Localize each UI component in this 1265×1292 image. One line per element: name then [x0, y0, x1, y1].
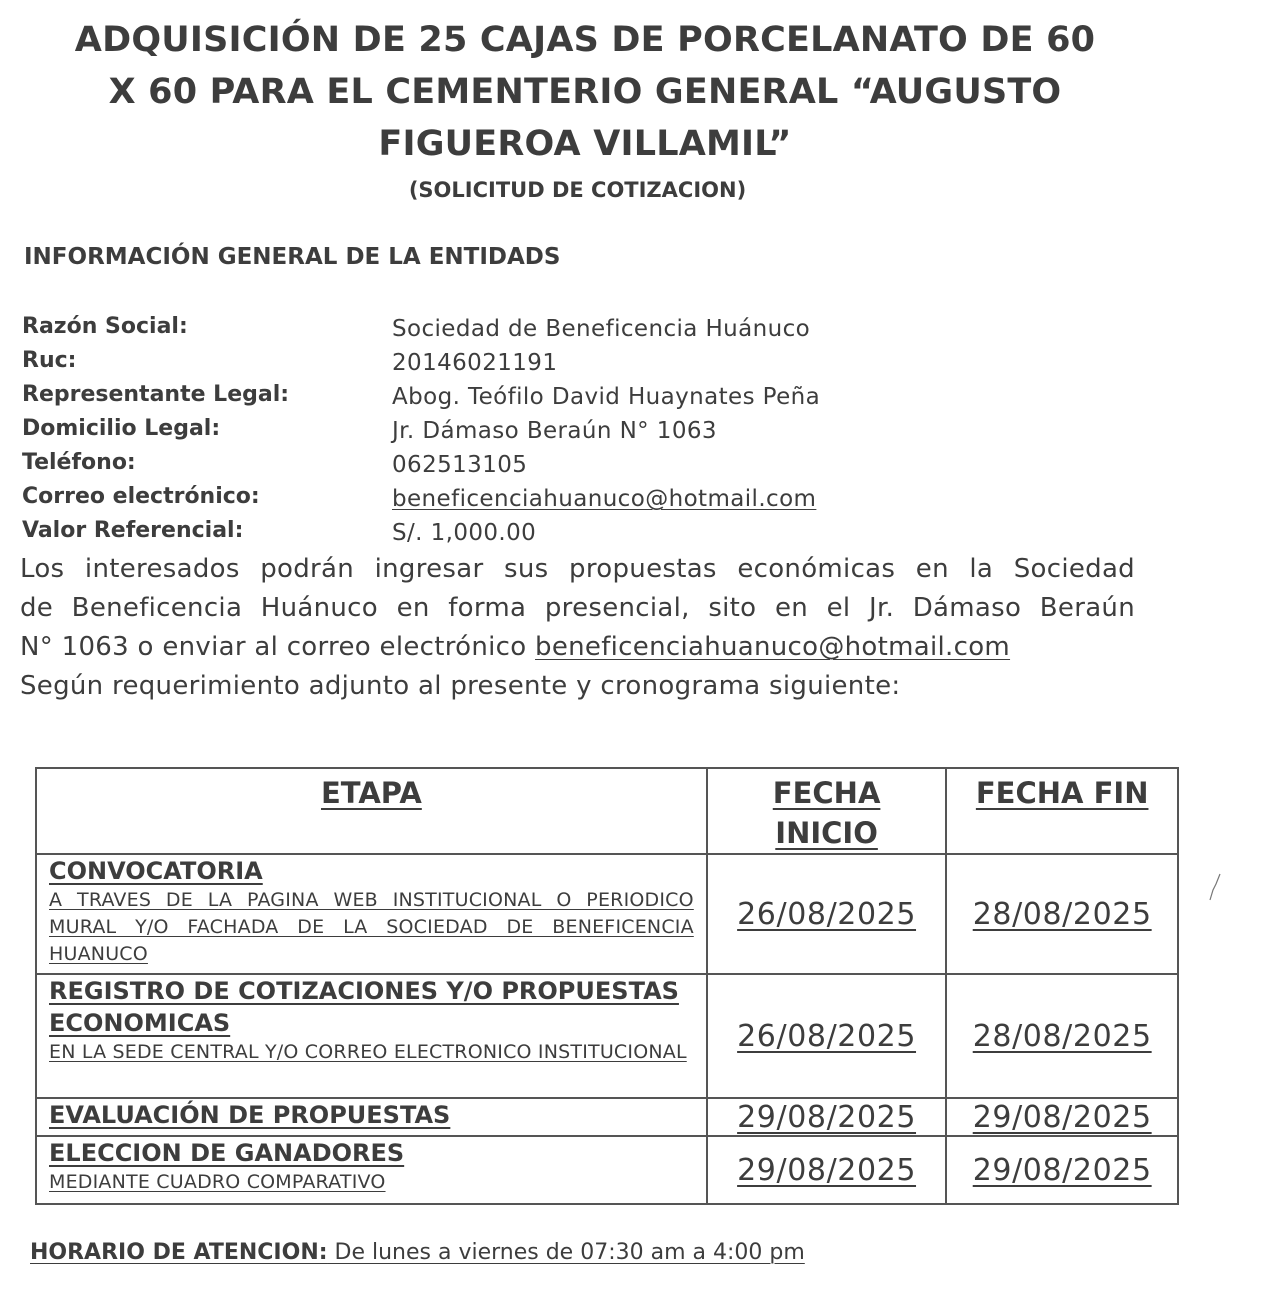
pen-mark-icon [1208, 872, 1222, 902]
end-date: 29/08/2025 [946, 1098, 1178, 1136]
info-value: Abog. Teófilo David Huaynates Peña [392, 384, 821, 410]
info-row-representante [22, 380, 820, 414]
info-row-correo [22, 482, 820, 516]
stage-description: A TRAVES DE LA PAGINA WEB INSTITUCIONAL O PERIODICO MURAL Y/O FACHADA DE LA SOCIEDAD DE BENEFICENCIA HUANUCO [49, 889, 694, 965]
info-label: Domicilio Legal: [22, 416, 221, 441]
stage-cell [36, 854, 707, 974]
instructions-paragraph [20, 550, 1135, 706]
info-row-valor-referencial [22, 516, 820, 550]
paragraph-text: N° 1063 o enviar al correo electrónico [20, 632, 536, 662]
paragraph-line: de Beneficencia Huánuco en forma presencial, sito en el Jr. Dámaso Beraún [20, 593, 1135, 623]
info-row-ruc [22, 346, 820, 380]
info-value: Sociedad de Beneficencia Huánuco [392, 316, 811, 342]
title-line-2: X 60 PARA EL CEMENTERIO GENERAL “AUGUSTO [108, 72, 1062, 112]
table-row [36, 854, 1178, 974]
info-label: Correo electrónico: [22, 484, 260, 509]
paragraph-line [20, 628, 1135, 667]
end-date: 28/08/2025 [946, 854, 1178, 974]
stage-name: ELECCION DE GANADORES [49, 1139, 405, 1167]
start-date: 26/08/2025 [707, 854, 947, 974]
start-date: 29/08/2025 [707, 1136, 947, 1204]
title-line-1: ADQUISICIÓN DE 25 CAJAS DE PORCELANATO DE 60 [74, 20, 1096, 60]
stage-name: EVALUACIÓN DE PROPUESTAS [49, 1101, 451, 1129]
header-etapa: ETAPA [36, 768, 707, 854]
stage-cell [36, 1098, 707, 1136]
office-hours [30, 1240, 809, 1265]
email-link[interactable]: beneficenciahuanuco@hotmail.com [392, 486, 817, 512]
stage-name: CONVOCATORIA [49, 857, 263, 885]
header-fecha-inicio: FECHA INICIO [707, 768, 947, 854]
info-label: Teléfono: [22, 450, 136, 475]
end-date: 28/08/2025 [946, 974, 1178, 1098]
table-row [36, 1098, 1178, 1136]
email-link[interactable]: beneficenciahuanuco@hotmail.com [535, 632, 1011, 662]
info-row-domicilio [22, 414, 820, 448]
stage-cell [36, 1136, 707, 1204]
start-date: 29/08/2025 [707, 1098, 947, 1136]
info-value: 062513105 [392, 452, 528, 478]
info-row-telefono [22, 448, 820, 482]
start-date: 26/08/2025 [707, 974, 947, 1098]
office-hours-label: HORARIO DE ATENCION: [30, 1240, 328, 1265]
paragraph-line: Según requerimiento adjunto al presente y cronograma siguiente: [20, 671, 901, 701]
info-value: Jr. Dámaso Beraún N° 1063 [392, 418, 717, 444]
entity-info [22, 312, 820, 550]
stage-cell [36, 974, 707, 1098]
table-header-row [36, 768, 1178, 854]
info-value: 20146021191 [392, 350, 558, 376]
end-date: 29/08/2025 [946, 1136, 1178, 1204]
document-subtitle: (SOLICITUD DE COTIZACION) [408, 178, 747, 202]
header-fecha-fin: FECHA FIN [946, 768, 1178, 854]
paragraph-line: Los interesados podrán ingresar sus propuestas económicas en la Sociedad [20, 554, 1135, 584]
section-title: INFORMACIÓN GENERAL DE LA ENTIDADS [24, 244, 561, 270]
table-row [36, 974, 1178, 1098]
info-label: Ruc: [22, 348, 77, 373]
title-line-3: FIGUEROA VILLAMIL” [378, 124, 792, 164]
table-row [36, 1136, 1178, 1204]
info-label: Razón Social: [22, 314, 188, 339]
info-label: Valor Referencial: [22, 518, 244, 543]
stage-description: EN LA SEDE CENTRAL Y/O CORREO ELECTRONICO INSTITUCIONAL [49, 1041, 687, 1063]
stage-description: MEDIANTE CUADRO COMPARATIVO [49, 1171, 386, 1193]
info-row-razon-social [22, 312, 820, 346]
info-label: Representante Legal: [22, 382, 290, 407]
document-title [30, 14, 1140, 170]
info-value: S/. 1,000.00 [392, 520, 537, 546]
stage-name: REGISTRO DE COTIZACIONES Y/O PROPUESTAS ECONOMICAS [49, 977, 679, 1037]
office-hours-value: De lunes a viernes de 07:30 am a 4:00 pm [327, 1240, 805, 1265]
schedule-table [35, 767, 1179, 1205]
